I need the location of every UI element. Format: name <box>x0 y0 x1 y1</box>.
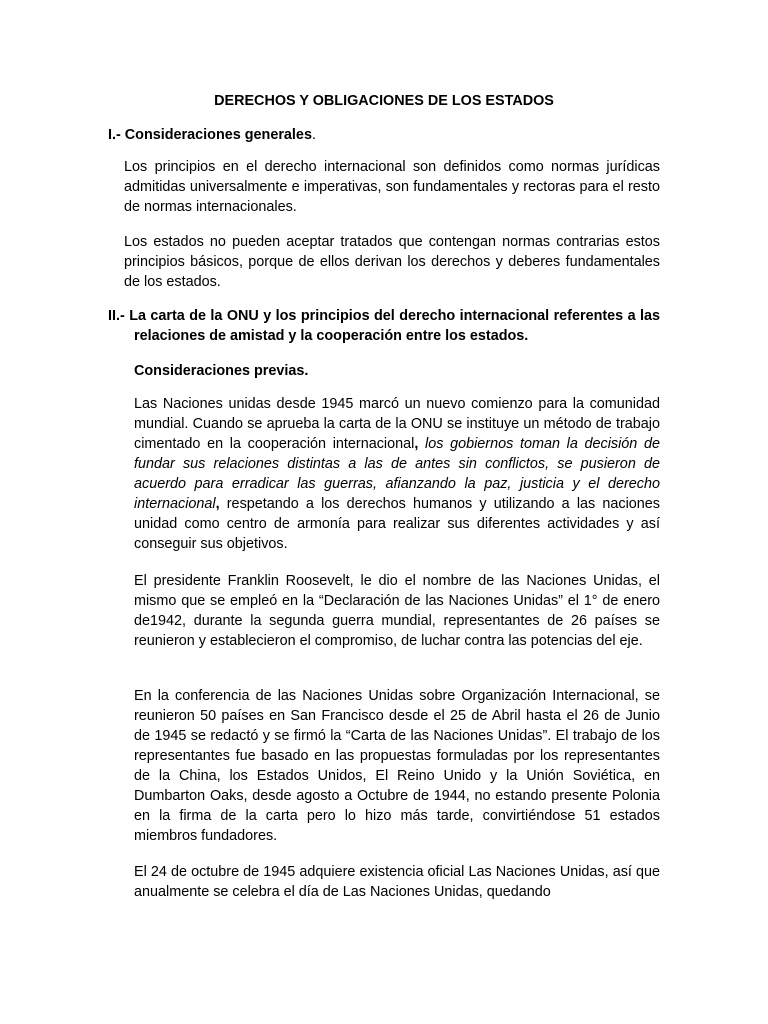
paragraph-1-text-a: Las Naciones unidas desde 1945 marcó un nuevo comienzo para la comunidad mundial. Cuando se aprueba la carta de la ONU se instituye un método de trabajo cimentado en la cooperación internacional <box>134 396 660 452</box>
section-1-heading-period: . <box>311 127 316 143</box>
paragraph-1-text-b: respetando a los derechos humanos y utilizando a las naciones unidad como centro de armonía para realizar sus diferentes actividades y así conseguir sus objetivos. <box>134 496 660 552</box>
section-1-paragraph-2: Los estados no pueden aceptar tratados que contengan normas contrarias estos principios básicos, porque de ellos derivan los derechos y deberes fundamentales de los estados. <box>124 234 660 290</box>
bold-comma: , <box>215 496 220 512</box>
section-1-heading-text: I.- Consideraciones generales <box>108 127 312 143</box>
section-2-paragraph-2: El presidente Franklin Roosevelt, le dio el nombre de las Naciones Unidas, el mismo que se empleó en la “Declaración de las Naciones Unidas” el 1° de enero de1942, durante la segunda guerra mundial, representantes de 26 países se reunieron y establecieron el compromiso, de luchar contra las potencias del eje. <box>134 573 660 649</box>
section-2-subheading: Consideraciones previas. <box>134 363 309 379</box>
section-2-paragraph-4: El 24 de octubre de 1945 adquiere existencia oficial Las Naciones Unidas, así que anualmente se celebra el día de Las Naciones Unidas, quedando <box>134 864 660 900</box>
paragraph-1-italic-text: los gobiernos toman la decisión de fundar sus relaciones distintas a las de antes sin conflictos, se pusieron de acuerdo para erradicar las guerras, afianzando la paz, justicia y el derecho internacional <box>134 436 660 512</box>
section-2-paragraph-3: En la conferencia de las Naciones Unidas sobre Organización Internacional, se reunieron 50 países en San Francisco desde el 25 de Abril hasta el 26 de Junio de 1945 se redactó y se firmó la “Carta de las Naciones Unidas”. El trabajo de los representantes fue basado en las propuestas formuladas por los representantes de la China, los Estados Unidos, El Reino Unido y la Unión Soviética, en Dumbarton Oaks, desde agosto a Octubre de 1944, no estando presente Polonia en la firma de la carta pero lo hizo más tarde, convirtiéndose 51 estados miembros fundadores. <box>134 688 660 844</box>
section-1-heading <box>108 125 660 145</box>
bold-comma: , <box>414 436 419 452</box>
section-2-paragraph-1 <box>134 394 660 554</box>
section-1-paragraph-1: Los principios en el derecho internacional son definidos como normas jurídicas admitidas universalmente e imperativas, son fundamentales y rectoras para el resto de normas internacionales. <box>124 159 660 215</box>
document-title: DERECHOS Y OBLIGACIONES DE LOS ESTADOS <box>214 93 554 109</box>
section-2-heading: II.- La carta de la ONU y los principios del derecho internacional referentes a las relaciones de amistad y la cooperación entre los estados. <box>108 308 660 344</box>
